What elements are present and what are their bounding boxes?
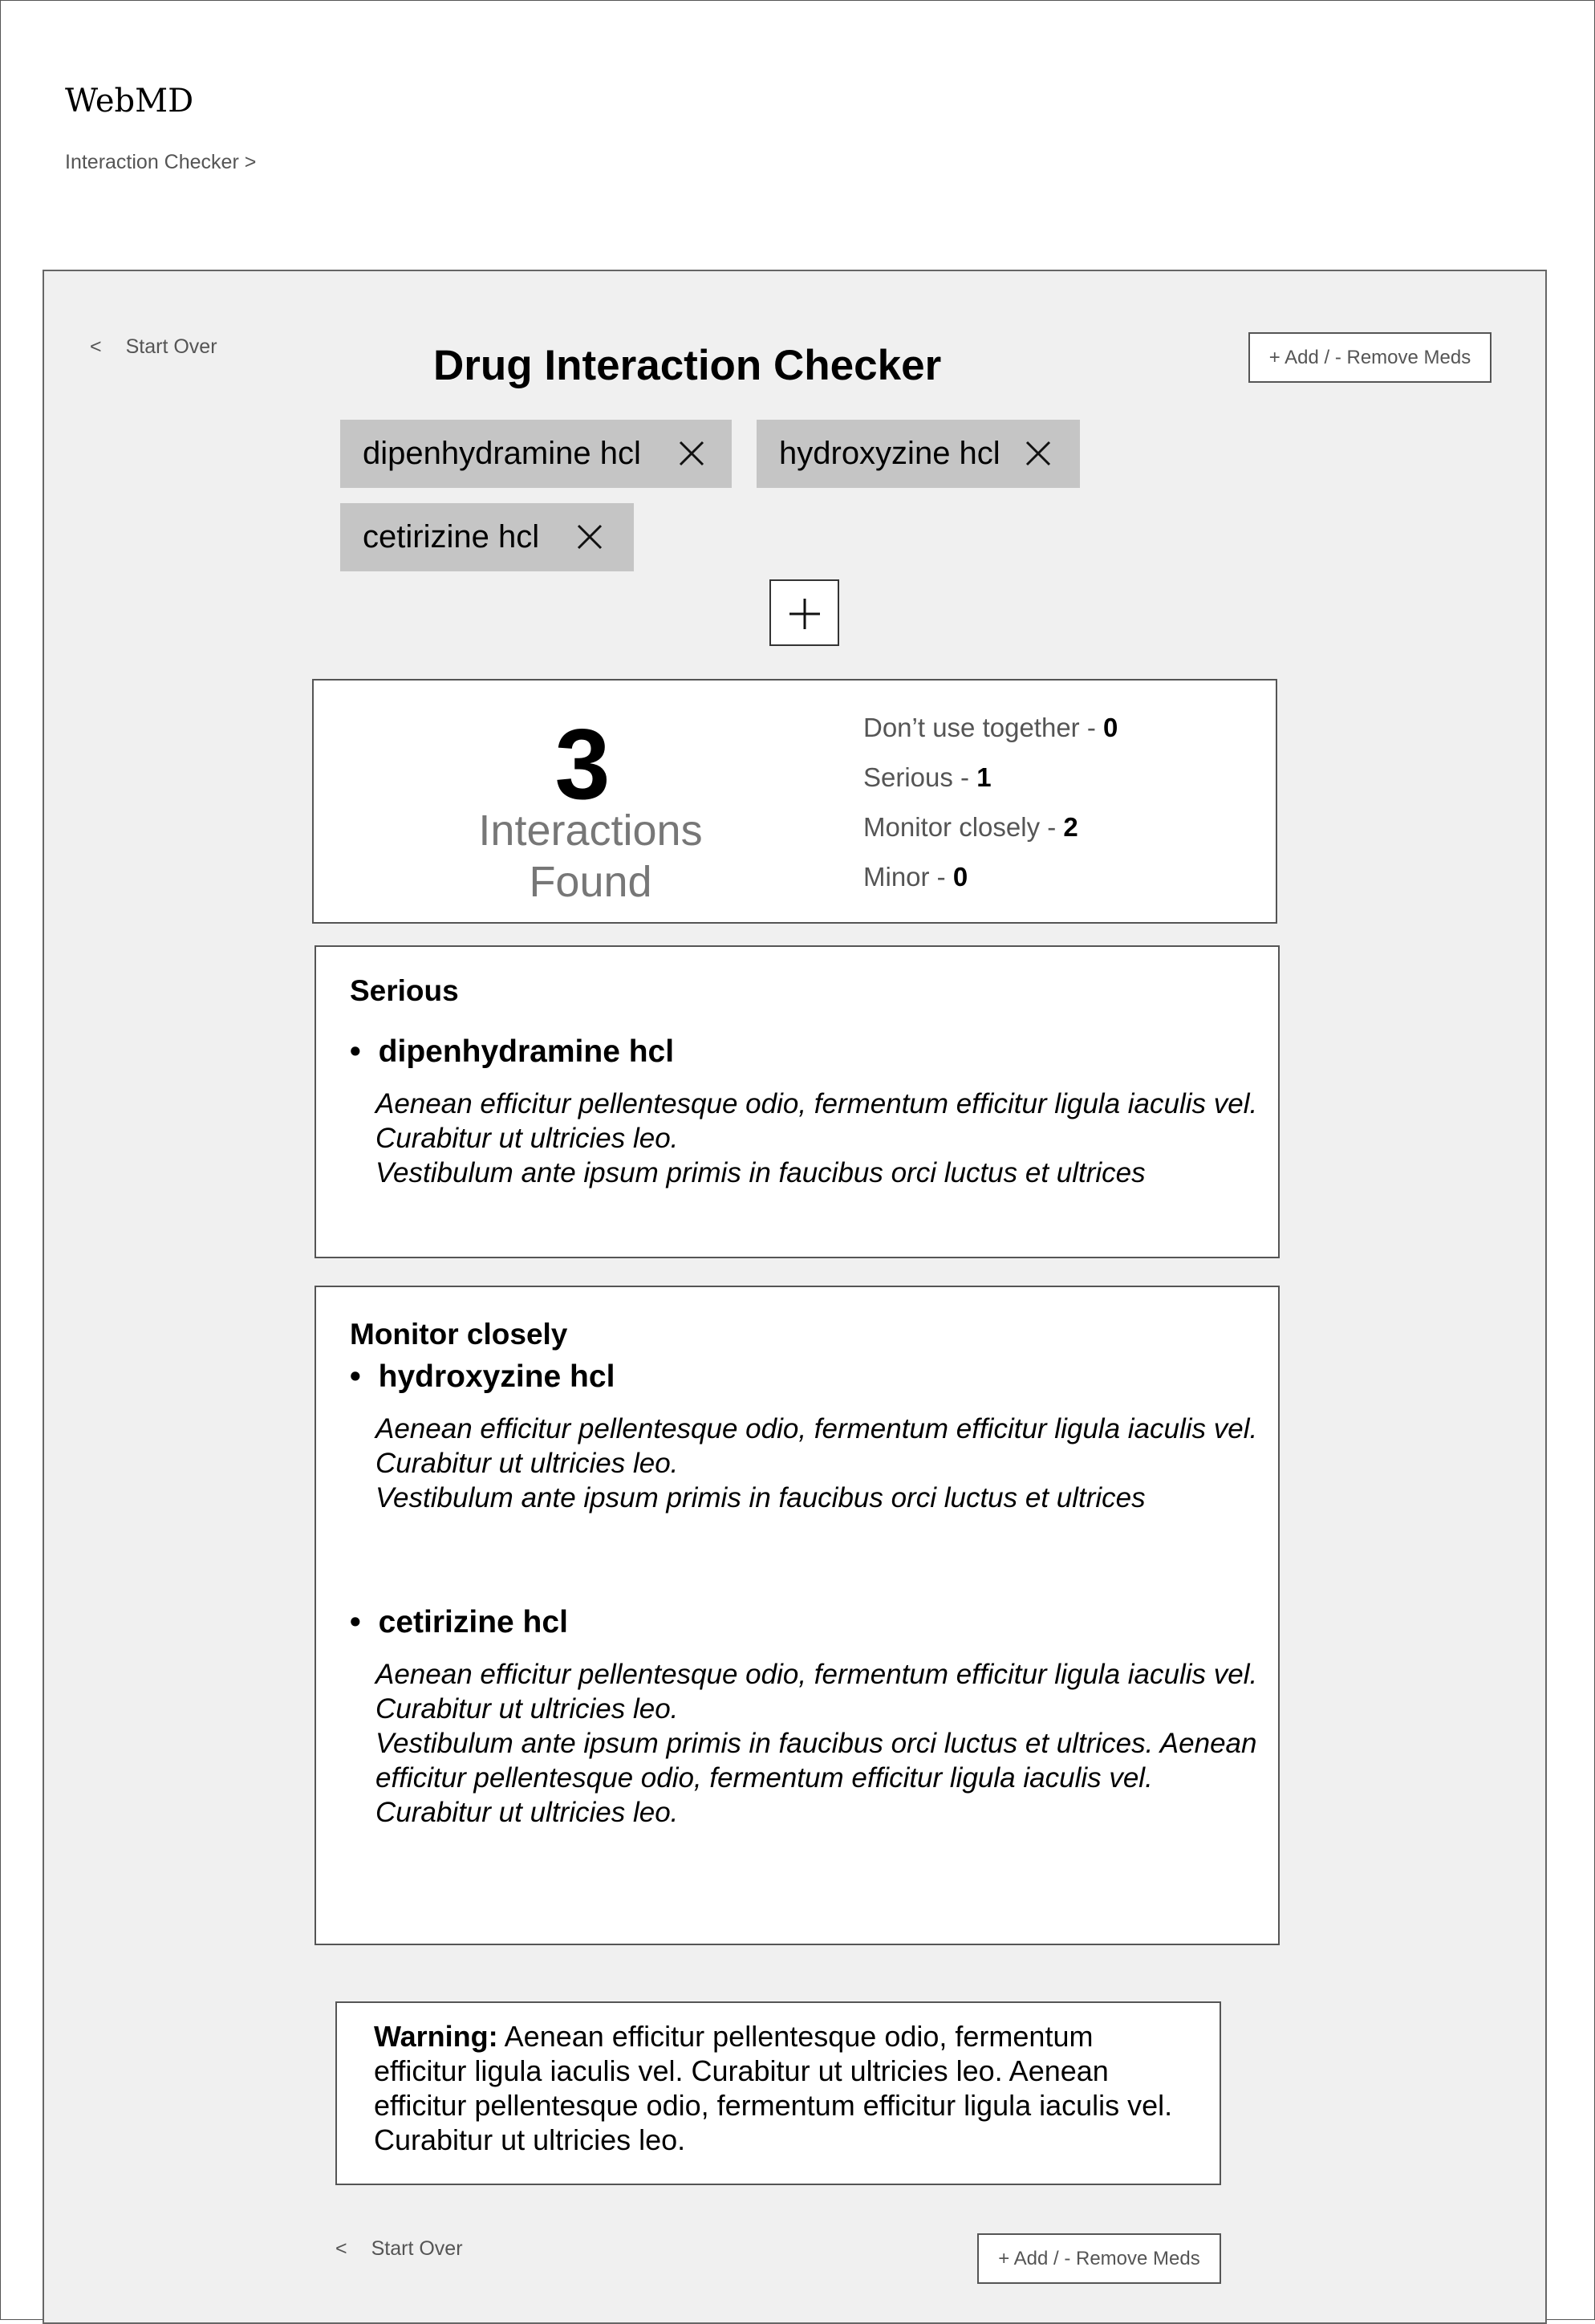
close-icon[interactable] [575,522,604,551]
severity-label: Minor - [863,862,953,892]
monitor-closely-section [315,1286,1280,1945]
webmd-logo[interactable]: WebMD [65,83,194,120]
chevron-left-icon: < [335,2237,347,2260]
section-heading: Monitor closely [350,1318,568,1351]
start-over-link-bottom[interactable] [335,2237,463,2261]
interaction-drug [350,1359,615,1395]
med-chip [340,420,732,488]
warning-label: Warning: [374,2020,498,2053]
interaction-description: Aenean efficitur pellentesque odio, fermentum efficitur ligula iaculis vel. Curabitur ut ultricies leo. [375,1659,1258,1725]
warning-text [374,2019,1192,2157]
med-chip-label: dipenhydramine hcl [363,436,641,471]
severity-label: Serious - [863,762,977,792]
interaction-drug [350,1034,674,1070]
severity-count: 0 [952,862,968,892]
interactions-found-label [314,805,867,908]
plus-icon [788,597,822,631]
warning-box [335,2001,1221,2185]
close-icon[interactable] [677,439,706,468]
med-chip [340,503,634,571]
severity-label: Don’t use together - [863,713,1103,742]
severity-count: 0 [1103,713,1118,742]
warning-body: Aenean efficitur pellentesque odio, fermentum efficitur ligula iaculis vel. Curabitur ut ultricies leo. Aenean efficitur pellentesque odio, fermentum efficitur ligula iaculis vel. Curabitur ut ultricies leo. [374,2020,1173,2156]
chevron-left-icon: < [90,335,102,358]
add-remove-meds-button-top[interactable]: + Add / - Remove Meds [1248,332,1492,383]
severity-row [863,762,992,793]
med-chip [757,420,1080,488]
section-heading: Serious [350,974,459,1007]
found-line-1: Interactions [478,806,703,855]
bullet: • [350,1034,361,1069]
drug-name: cetirizine hcl [378,1605,568,1639]
drug-name: dipenhydramine hcl [378,1034,675,1069]
interaction-description: Aenean efficitur pellentesque odio, fermentum efficitur ligula iaculis vel. Curabitur ut ultricies leo. [375,1088,1258,1154]
add-remove-meds-button-bottom[interactable]: + Add / - Remove Meds [977,2233,1221,2284]
interaction-count: 3 [554,709,611,820]
bullet: • [350,1605,361,1639]
bullet: • [350,1359,361,1394]
interaction-description: Vestibulum ante ipsum primis in faucibus orci luctus et ultrices [375,1157,1146,1188]
severity-row [863,862,968,892]
drug-name: hydroxyzine hcl [378,1359,615,1394]
interaction-description: Vestibulum ante ipsum primis in faucibus orci luctus et ultrices. Aenean efficitur pellentesque odio, fermentum efficitur ligula iaculis vel. Curabitur ut ultricies leo. [375,1728,1257,1828]
med-chip-label: cetirizine hcl [363,519,540,555]
add-med-button[interactable] [769,579,839,646]
severity-count: 1 [976,762,992,792]
med-chip-label: hydroxyzine hcl [779,436,1000,471]
severity-count: 2 [1063,812,1078,842]
severity-row [863,713,1118,743]
serious-section [315,945,1280,1258]
interaction-summary [312,679,1277,924]
start-over-label: Start Over [371,2237,463,2260]
start-over-label: Start Over [125,335,217,358]
page-title: Drug Interaction Checker [433,342,942,389]
interaction-description: Vestibulum ante ipsum primis in faucibus orci luctus et ultrices [375,1482,1146,1513]
severity-label: Monitor closely - [863,812,1064,842]
breadcrumb[interactable]: Interaction Checker > [65,151,257,173]
severity-row [863,812,1078,843]
found-line-2: Found [529,858,652,906]
interaction-description: Aenean efficitur pellentesque odio, fermentum efficitur ligula iaculis vel. Curabitur ut ultricies leo. [375,1413,1258,1479]
start-over-link-top[interactable] [90,335,217,359]
interaction-drug [350,1605,568,1640]
close-icon[interactable] [1024,439,1053,468]
